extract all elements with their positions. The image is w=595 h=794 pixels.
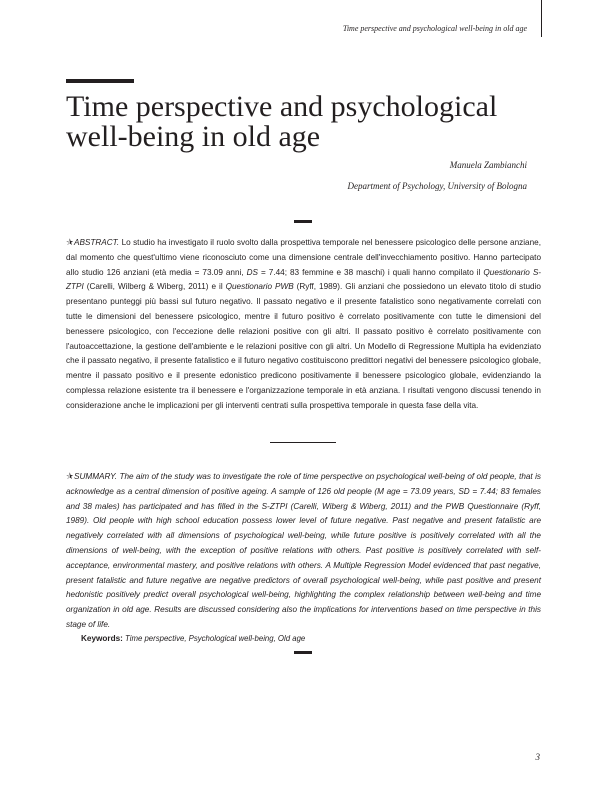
summary-paragraph bbox=[66, 470, 541, 633]
keywords-line bbox=[81, 634, 305, 643]
header-vertical-rule bbox=[541, 0, 542, 37]
abstract-ds-label: DS bbox=[246, 267, 259, 277]
abstract-bullet-icon: ⯫ bbox=[66, 238, 74, 247]
summary-bullet-icon: ⯫ bbox=[66, 472, 74, 481]
author-affiliation: Department of Psychology, University of Bologna bbox=[347, 181, 527, 191]
abstract-label: ABSTRACT. bbox=[74, 238, 120, 247]
abstract-text-part: = 7.44; 83 femmine e 38 maschi) i quali hanno compilato il bbox=[258, 267, 484, 277]
keywords-label: Keywords: bbox=[81, 634, 123, 643]
author-name: Manuela Zambianchi bbox=[449, 160, 527, 170]
abstract-text-part: Lo studio ha investigato il ruolo svolto dalla prospettiva temporale nel benessere psicologico delle persone anziane, dal momento che quest'ultimo viene riconosciuto come una dimensione centrale dell'invecchiamento positivo. Hanno partecipato allo studio 126 anziani (età media = 73.09 anni, bbox=[66, 238, 541, 277]
keywords-value: Time perspective, Psychological well-being, Old age bbox=[125, 634, 306, 643]
section-separator-dash bbox=[294, 220, 312, 223]
section-separator-dash bbox=[294, 651, 312, 654]
page-number: 3 bbox=[535, 752, 540, 762]
abstract-text-part: (Ryff, 1989). Gli anziani che possiedono un elevato titolo di studio presentano punteggi più bassi sul futuro negativo. Il passato negativo e il presente fatalistico sono negativamente correlati con tutte le dimensioni del benessere psicologico, mentre il futuro positivo è correlato positivamente con tutte le dimensioni del benessere psicologico, con l'eccezione delle relazioni positive con gli altri. Il passato positivo è correlato positivamente con l'autoaccettazione, la gestione dell'ambiente e le relazioni positive con gli altri. Un Modello di Regressione Multipla ha evidenziato che il passato negativo, il presente fatalistico e il futuro negativo costituiscono predittori negativi del benessere psicologico globale, mentre il passato positivo e il presente edonistico predicono positivamente il benessere psicologico globale, evidenziando la complessa relazione esistente tra il benessere e l'organizzazione temporale in età anziana. I risultati vengono discussi tenendo in considerazione anche le implicazioni per gli interventi centrati sulla prospettiva temporale in questa fase della vita. bbox=[66, 282, 541, 410]
abstract-paragraph bbox=[66, 236, 541, 414]
abstract-questionnaire-name: Questionario S-ZTPI bbox=[66, 267, 542, 292]
summary-text: SUMMARY. The aim of the study was to investigate the role of time perspective on psychological well-being of old people, that is acknowledge as a central dimension of positive ageing. A sample of 126 old people (M age = 73.09 years, SD = 7.44; 83 females and 38 males) has participated and has filled in the S-ZTPI (Carelli, Wiberg & Wiberg, 2011) and the PWB Questionnaire (Ryff, 1989). Old people with high school education possess lower level of future negative. Past negative and present fatalistic are negatively correlated with all dimensions of psychological well-being, while future positive is positively correlated with all the dimensions of well-being, with the exception of positive relations with others. Past positive is positively correlated with self-acceptance, environmental mastery, and positive relations with others. A Multiple Regression Model evidenced that past negative, present fatalistic and future negative are negative predictors of overall psychological well-being, while past positive and present hedonistic positively predict overall psychological well-being, highlighting the complex relationship between well-being and time organization in old age. Results are discussed considering also the implications for interventions based on time perspective in this stage of life. bbox=[66, 472, 541, 629]
abstract-questionnaire-name: Questionario PWB bbox=[225, 282, 294, 292]
article-title: Time perspective and psychological well-being in old age bbox=[66, 90, 498, 153]
title-decoration-bar bbox=[66, 79, 134, 83]
abstract-text-part: (Carelli, Wilberg & Wiberg, 2011) e il bbox=[83, 282, 226, 292]
running-head: Time perspective and psychological well-being in old age bbox=[342, 24, 527, 33]
section-separator-line bbox=[270, 442, 336, 443]
